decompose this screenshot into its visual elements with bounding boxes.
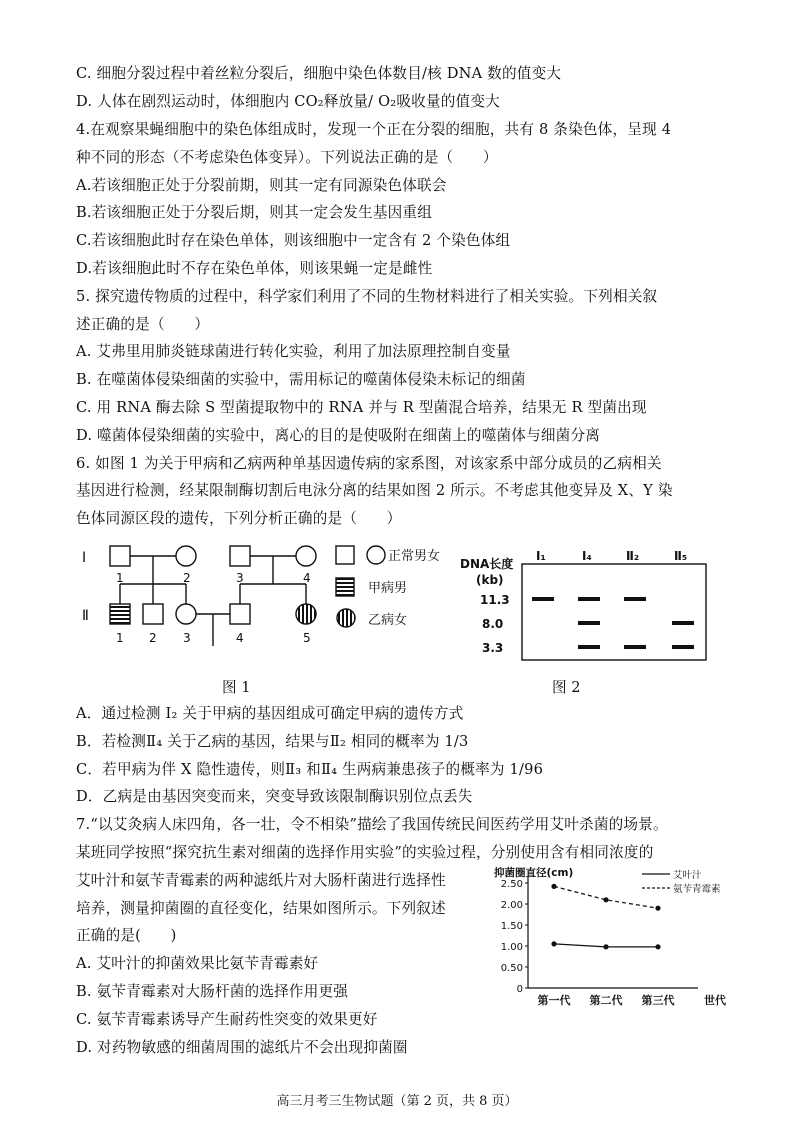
- text-line: B. 在噬菌体侵染细菌的实验中，需用标记的噬菌体侵染未标记的细菌: [76, 371, 526, 388]
- text-line: D.若该细胞此时不存在染色单体，则该果蝇一定是雌性: [76, 260, 433, 277]
- gel-band: [578, 645, 600, 649]
- text-line: D. 对药物敏感的细菌周围的滤纸片不会出现抑菌圈: [76, 1039, 408, 1056]
- gel-band: [624, 645, 646, 649]
- svg-text:4: 4: [303, 571, 311, 585]
- x-tick-label: 第二代: [589, 994, 623, 1007]
- legend-disease-b-female: 乙病女: [368, 613, 408, 628]
- text-line: 种不同的形态（不考虑染色体变异）。下列说法正确的是（ ）: [76, 149, 498, 166]
- text-line: A．通过检测 I₂ 关于甲病的基因组成可确定甲病的遗传方式: [76, 705, 464, 722]
- pedigree-male-II2: [143, 604, 163, 624]
- pedigree-affected-male-II1: [110, 604, 130, 624]
- svg-text:4: 4: [236, 631, 244, 645]
- svg-text:2: 2: [183, 571, 191, 585]
- y-tick-label: 2.00: [500, 900, 523, 911]
- svg-text:5: 5: [303, 631, 311, 645]
- gel-size-label: 8.0: [482, 617, 504, 631]
- text-line: C．若甲病为伴 X 隐性遗传，则Ⅱ₃ 和Ⅱ₄ 生两病兼患孩子的概率为 1/96: [76, 761, 544, 778]
- text-line: C. 细胞分裂过程中着丝粒分裂后，细胞中染色体数目/核 DNA 数的值变大: [76, 65, 562, 82]
- text-line: A.若该细胞正处于分裂前期，则其一定有同源染色体联会: [76, 177, 447, 194]
- text-line: 色体同源区段的遗传，下列分析正确的是（ ）: [76, 510, 402, 527]
- data-point: [655, 906, 660, 911]
- generation-label-II: Ⅱ: [82, 608, 89, 624]
- svg-text:3: 3: [183, 631, 191, 645]
- legend-disease-a-male: 甲病男: [368, 581, 408, 596]
- legend-label: 艾叶汁: [673, 870, 702, 881]
- text-line: A. 艾弗里用肺炎链球菌进行转化实验，利用了加法原理控制自变量: [76, 343, 511, 360]
- x-axis-label: 世代: [704, 994, 726, 1007]
- text-line: 基因进行检测，经某限制酶切割后电泳分离的结果如图 2 所示。不考虑其他变异及 X、Y 染: [76, 482, 673, 499]
- pedigree-male-I3: [230, 546, 250, 566]
- pedigree-figure: [78, 538, 458, 678]
- gel-size-label: 3.3: [482, 641, 504, 655]
- text-line: A. 艾叶汁的抑菌效果比氨苄青霉素好: [76, 955, 319, 972]
- x-tick-label: 第三代: [641, 994, 675, 1007]
- data-point: [551, 941, 556, 946]
- gel-band: [578, 621, 600, 625]
- svg-text:2: 2: [149, 631, 157, 645]
- text-line: C. 用 RNA 酶去除 S 型菌提取物中的 RNA 并与 R 型菌混合培养，结果无 R 型菌出现: [76, 399, 647, 416]
- pedigree-female-I2: [176, 546, 196, 566]
- y-tick-label: 0.50: [500, 963, 523, 974]
- svg-text:1: 1: [116, 631, 124, 645]
- pedigree-female-II3: [176, 604, 196, 624]
- gel-band: [532, 597, 554, 601]
- y-tick-label: 0: [516, 984, 523, 995]
- text-line: 6. 如图 1 为关于甲病和乙病两种单基因遗传病的家系图，对该家系中部分成员的乙病相关: [76, 455, 662, 472]
- pedigree-male-I1: [110, 546, 130, 566]
- gel-header: DNA长度: [460, 557, 514, 571]
- y-tick-label: 1.00: [500, 942, 523, 953]
- text-line: 某班同学按照“探究抗生素对细菌的选择作用实验”的实验过程，分别使用含有相同浓度的: [76, 844, 654, 861]
- text-line: D. 噬菌体侵染细菌的实验中，离心的目的是使吸附在细菌上的噬菌体与细菌分离: [76, 427, 601, 444]
- data-point: [551, 884, 556, 889]
- svg-text:3: 3: [236, 571, 244, 585]
- legend-normal: 正常男女: [388, 549, 441, 564]
- text-line: D. 人体在剧烈运动时，体细胞内 CO₂释放量/ O₂吸收量的值变大: [76, 93, 500, 110]
- text-line: C.若该细胞此时存在染色单体，则该细胞中一定含有 2 个染色体组: [76, 232, 511, 249]
- legend-label: 氨苄青霉素: [673, 884, 721, 895]
- text-line: 4.在观察果蝇细胞中的染色体组成时，发现一个正在分裂的细胞，共有 8 条染色体，呈现 4: [76, 121, 672, 138]
- gel-lane-label: Ⅰ₁: [536, 549, 546, 563]
- generation-label-I: Ⅰ: [82, 550, 87, 566]
- chart-title: 抑菌圈直径(cm): [494, 867, 574, 879]
- gel-lane-label: Ⅰ₄: [582, 549, 592, 563]
- pedigree-affected-female-II5: [296, 604, 316, 624]
- text-line: 述正确的是（ ）: [76, 316, 210, 333]
- gel-lane-label: Ⅱ₅: [674, 549, 688, 563]
- text-line: 正确的是( ): [76, 927, 177, 944]
- text-line: C. 氨苄青霉素诱导产生耐药性突变的效果更好: [76, 1011, 378, 1028]
- data-point: [655, 944, 660, 949]
- figure2-caption: 图 2: [552, 679, 581, 696]
- gel-band: [672, 621, 694, 625]
- gel-unit: (kb): [476, 573, 504, 587]
- gel-size-label: 11.3: [480, 593, 510, 607]
- text-line: 7.“以艾灸病人床四角，各一壮，令不相染”描绘了我国传统民间医药学用艾叶杀菌的场景。: [76, 816, 668, 833]
- gel-band: [578, 597, 600, 601]
- data-point: [603, 897, 608, 902]
- text-line: 5. 探究遗传物质的过程中，科学家们利用了不同的生物材料进行了相关实验。下列相关叙: [76, 288, 658, 305]
- text-line: B. 氨苄青霉素对大肠杆菌的选择作用更强: [76, 983, 349, 1000]
- gel-lane-label: Ⅱ₂: [626, 549, 640, 563]
- figure1-caption: 图 1: [222, 679, 251, 696]
- text-line: 艾叶汁和氨苄青霉素的两种滤纸片对大肠杆菌进行选择性: [76, 872, 446, 889]
- inhibition-zone-chart: [490, 864, 730, 1014]
- page-footer: 高三月考三生物试题（第 2 页，共 8 页）: [276, 1094, 518, 1109]
- x-tick-label: 第一代: [537, 994, 571, 1007]
- text-line: 培养，测量抑菌圈的直径变化，结果如图所示。下列叙述: [76, 900, 446, 917]
- text-line: B.若该细胞正处于分裂后期，则其一定会发生基因重组: [76, 204, 433, 221]
- gel-band: [624, 597, 646, 601]
- y-tick-label: 2.50: [500, 879, 523, 890]
- pedigree-female-I4: [296, 546, 316, 566]
- text-line: D．乙病是由基因突变而来，突变导致该限制酶识别位点丢失: [76, 788, 473, 805]
- text-line: B．若检测Ⅱ₄ 关于乙病的基因，结果与Ⅱ₂ 相同的概率为 1/3: [76, 733, 469, 750]
- gel-band: [672, 645, 694, 649]
- data-point: [603, 944, 608, 949]
- svg-text:1: 1: [116, 571, 124, 585]
- y-tick-label: 1.50: [500, 921, 523, 932]
- gel-figure: [456, 546, 716, 664]
- pedigree-male-II4: [230, 604, 250, 624]
